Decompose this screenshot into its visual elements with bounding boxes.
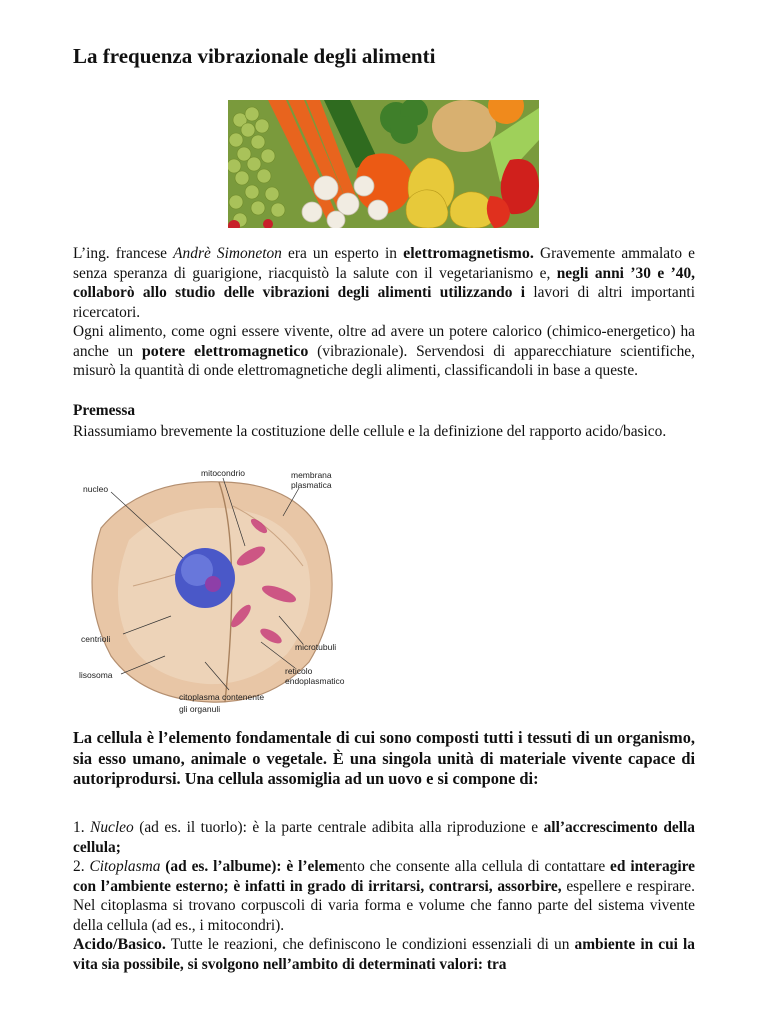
section-heading-premessa: Premessa	[73, 402, 136, 419]
premessa-paragraph: Riassumiamo brevemente la costituzione delle cellule e la definizione del rapporto acido/basico.	[73, 423, 667, 440]
label-nucleo: nucleo	[83, 484, 109, 494]
author-name: Andrè Simoneton	[173, 245, 282, 262]
label-reticolo: reticolo	[285, 666, 313, 676]
vegetables-photo	[228, 100, 539, 228]
acido-basico-heading: Acido/Basico.	[73, 936, 166, 953]
label-microtubuli: microtubuli	[295, 642, 337, 652]
label-membrana: membrana	[291, 470, 332, 480]
label-mitocondrio: mitocondrio	[201, 468, 245, 478]
label-citoplasma-1: citoplasma contenente	[179, 692, 265, 702]
list-item-nucleo: 1. Nucleo (ad es. il tuorlo): è la parte centrale adibita alla riproduzione e all’accrescimento della cellula;	[73, 819, 696, 856]
page-title: La frequenza vibrazionale degli alimenti	[73, 44, 436, 68]
label-lisosoma: lisosoma	[79, 670, 113, 680]
list-item-citoplasma: 2. Citoplasma (ad es. l’albume): è l’elemento che consente alla cellula di contattare ed interagire con l’ambiente esterno; è infatti in grado di irritarsi, contrarsi, assorbire, espellere e respirare. Nel citoplasma si trovano corpuscoli di varia forma e volume che fanno parte del sistema vivente della cellula (ad es., i mitocondri).	[73, 858, 695, 934]
cell-diagram	[73, 466, 363, 718]
cell-intro-paragraph: La cellula è l’elemento fondamentale di cui sono composti tutti i tessuti di un organismo, sia esso umano, animale o vegetale. È una singola unità di materiale vivente capace di autoriprodursi. Una cellula assomiglia ad un uovo e si compone di:	[73, 728, 695, 788]
label-plasmatica: plasmatica	[291, 480, 332, 490]
label-centrioli: centrioli	[81, 634, 111, 644]
intro-paragraph-2: Ogni alimento, come ogni essere vivente, oltre ad avere un potere calorico (chimico-energetico) ha anche un potere elettromagnetico (vibrazionale). Servendosi di apparecchiature scientifiche, misurò la quantità di onde elettromagnetiche degli alimenti, classificandoli in base a queste.	[73, 323, 695, 379]
intro-paragraph: L’ing. francese Andrè Simoneton era un esperto in elettromagnetismo. Gravemente ammalato e senza speranza di guarigione, riacquistò la salute con il vegetarianismo e, negli anni ’30 e ’40, collaborò allo studio delle vibrazioni degli alimenti utilizzando i lavori di altri importanti ricercatori.	[73, 245, 695, 321]
label-citoplasma-2: gli organuli	[179, 704, 221, 714]
acido-basico-paragraph: Acido/Basico. Tutte le reazioni, che definiscono le condizioni essenziali di un ambiente in cui la vita sia possibile, si svolgono nell’ambito di determinati valori: tra	[73, 936, 695, 973]
label-endoplasmatico: endoplasmatico	[285, 676, 345, 686]
